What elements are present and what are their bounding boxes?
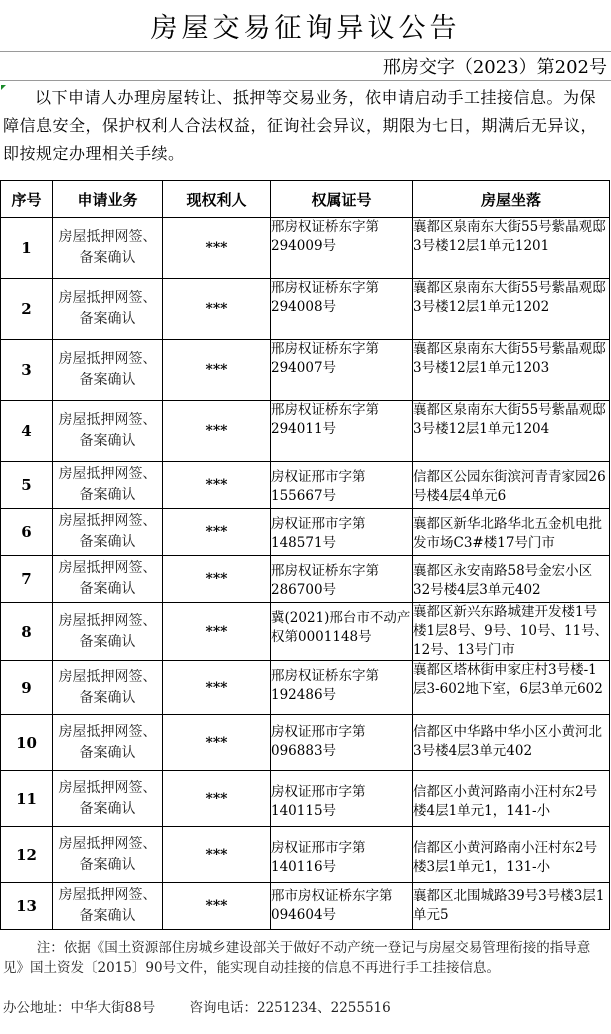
row-cert: 邢房权证桥东字第294007号	[271, 340, 413, 401]
row-address: 襄都区新华北路华北五金机电批发市场C3#楼17号门市	[413, 509, 610, 556]
row-owner: ***	[163, 771, 271, 827]
row-address: 襄都区泉南东大街55号紫晶观邸3号楼12层1单元1204	[413, 401, 610, 462]
row-business: 房屋抵押网签、备案确认	[53, 556, 163, 603]
row-number: 4	[1, 401, 53, 462]
header-address: 房屋坐落	[413, 181, 610, 218]
row-cert: 房权证邢市字第140115号	[271, 771, 413, 827]
row-address: 襄都区泉南东大街55号紫晶观邸3号楼12层1单元1203	[413, 340, 610, 401]
table-row	[1, 340, 610, 401]
row-business: 房屋抵押网签、备案确认	[53, 462, 163, 509]
row-number: 7	[1, 556, 53, 603]
row-address: 信都区小黄河路南小汪村东2号楼4层1单元1，141-小	[413, 771, 610, 827]
row-cert: 邢房权证桥东字第294009号	[271, 218, 413, 279]
table-row	[1, 462, 610, 509]
row-number: 6	[1, 509, 53, 556]
row-cert: 邢房权证桥东字第192486号	[271, 661, 413, 715]
row-cert: 冀(2021)邢台市不动产权第0001148号	[271, 603, 413, 661]
row-owner: ***	[163, 827, 271, 883]
row-number: 1	[1, 218, 53, 279]
row-address: 襄都区塔林街申家庄村3号楼-1层3-602地下室，6层3单元602	[413, 661, 610, 715]
row-owner: ***	[163, 661, 271, 715]
row-business: 房屋抵押网签、备案确认	[53, 509, 163, 556]
row-owner: ***	[163, 603, 271, 661]
table-row	[1, 401, 610, 462]
row-owner: ***	[163, 509, 271, 556]
row-number: 13	[1, 883, 53, 930]
document-number: 邢房交字（2023）第202号	[0, 52, 611, 81]
table-row	[1, 556, 610, 603]
row-business: 房屋抵押网签、备案确认	[53, 603, 163, 661]
row-address: 襄都区北围城路39号3号楼3层1单元5	[413, 883, 610, 930]
row-owner: ***	[163, 883, 271, 930]
row-address: 信都区中华路中华小区小黄河北3号楼4层3单元402	[413, 715, 610, 771]
row-cert: 房权证邢市字第140116号	[271, 827, 413, 883]
row-business: 房屋抵押网签、备案确认	[53, 401, 163, 462]
row-number: 5	[1, 462, 53, 509]
row-owner: ***	[163, 462, 271, 509]
row-owner: ***	[163, 218, 271, 279]
intro-paragraph: 以下申请人办理房屋转让、抵押等交易业务，依申请启动手工挂接信息。为保障信息安全，保护权利人合法权益，征询社会异议，期限为七日，期满后无异议，即按规定办理相关手续。	[3, 88, 598, 163]
row-owner: ***	[163, 715, 271, 771]
row-business: 房屋抵押网签、备案确认	[53, 715, 163, 771]
table-row	[1, 279, 610, 340]
row-cert: 邢房权证桥东字第286700号	[271, 556, 413, 603]
row-owner: ***	[163, 556, 271, 603]
row-address: 襄都区新兴东路城建开发楼1号楼1层8号、9号、10号、11号、12号、13号门市	[413, 603, 610, 661]
row-address: 襄都区泉南东大街55号紫晶观邸3号楼12层1单元1202	[413, 279, 610, 340]
header-owner: 现权利人	[163, 181, 271, 218]
row-number: 8	[1, 603, 53, 661]
row-owner: ***	[163, 340, 271, 401]
row-number: 9	[1, 661, 53, 715]
legal-note: 注：依据《国土资源部住房城乡建设部关于做好不动产统一登记与房屋交易管理衔接的指导意见》国土资发〔2015〕90号文件，能实现自动挂接的信息不再进行手工挂接信息。	[3, 940, 591, 976]
row-owner: ***	[163, 279, 271, 340]
header-seq: 序号	[1, 181, 53, 218]
table-row	[1, 218, 610, 279]
row-business: 房屋抵押网签、备案确认	[53, 340, 163, 401]
row-address: 襄都区永安南路58号金宏小区32号楼4层3单元402	[413, 556, 610, 603]
consult-phone: 咨询电话：2251234、2255516	[189, 1000, 391, 1016]
records-table	[0, 180, 610, 930]
row-business: 房屋抵押网签、备案确认	[53, 279, 163, 340]
row-cert: 房权证邢市字第096883号	[271, 715, 413, 771]
table-row	[1, 827, 610, 883]
table-row	[1, 883, 610, 930]
row-address: 信都区小黄河路南小汪村东2号楼3层1单元1，131-小	[413, 827, 610, 883]
row-business: 房屋抵押网签、备案确认	[53, 771, 163, 827]
row-number: 10	[1, 715, 53, 771]
row-cert: 邢市房权证桥东字第094604号	[271, 883, 413, 930]
row-number: 11	[1, 771, 53, 827]
row-business: 房屋抵押网签、备案确认	[53, 661, 163, 715]
row-address: 信都区公园东街滨河青青家园26号楼4层4单元6	[413, 462, 610, 509]
row-owner: ***	[163, 401, 271, 462]
row-cert: 邢房权证桥东字第294008号	[271, 279, 413, 340]
row-business: 房屋抵押网签、备案确认	[53, 218, 163, 279]
row-number: 2	[1, 279, 53, 340]
table-row	[1, 771, 610, 827]
table-row	[1, 603, 610, 661]
table-row	[1, 715, 610, 771]
row-business: 房屋抵押网签、备案确认	[53, 883, 163, 930]
office-info	[3, 998, 607, 1018]
row-address: 襄都区泉南东大街55号紫晶观邸3号楼12层1单元1201	[413, 218, 610, 279]
row-business: 房屋抵押网签、备案确认	[53, 827, 163, 883]
table-row	[1, 661, 610, 715]
table-header-row	[1, 181, 610, 218]
row-cert: 房权证邢市字第155667号	[271, 462, 413, 509]
row-cert: 邢房权证桥东字第294011号	[271, 401, 413, 462]
header-cert: 权属证号	[271, 181, 413, 218]
table-row	[1, 509, 610, 556]
row-number: 3	[1, 340, 53, 401]
header-business: 申请业务	[53, 181, 163, 218]
row-number: 12	[1, 827, 53, 883]
notice-title: 房屋交易征询异议公告	[0, 0, 611, 52]
row-cert: 房权证邢市字第148571号	[271, 509, 413, 556]
office-address: 办公地址：中华大街88号	[3, 1000, 156, 1016]
